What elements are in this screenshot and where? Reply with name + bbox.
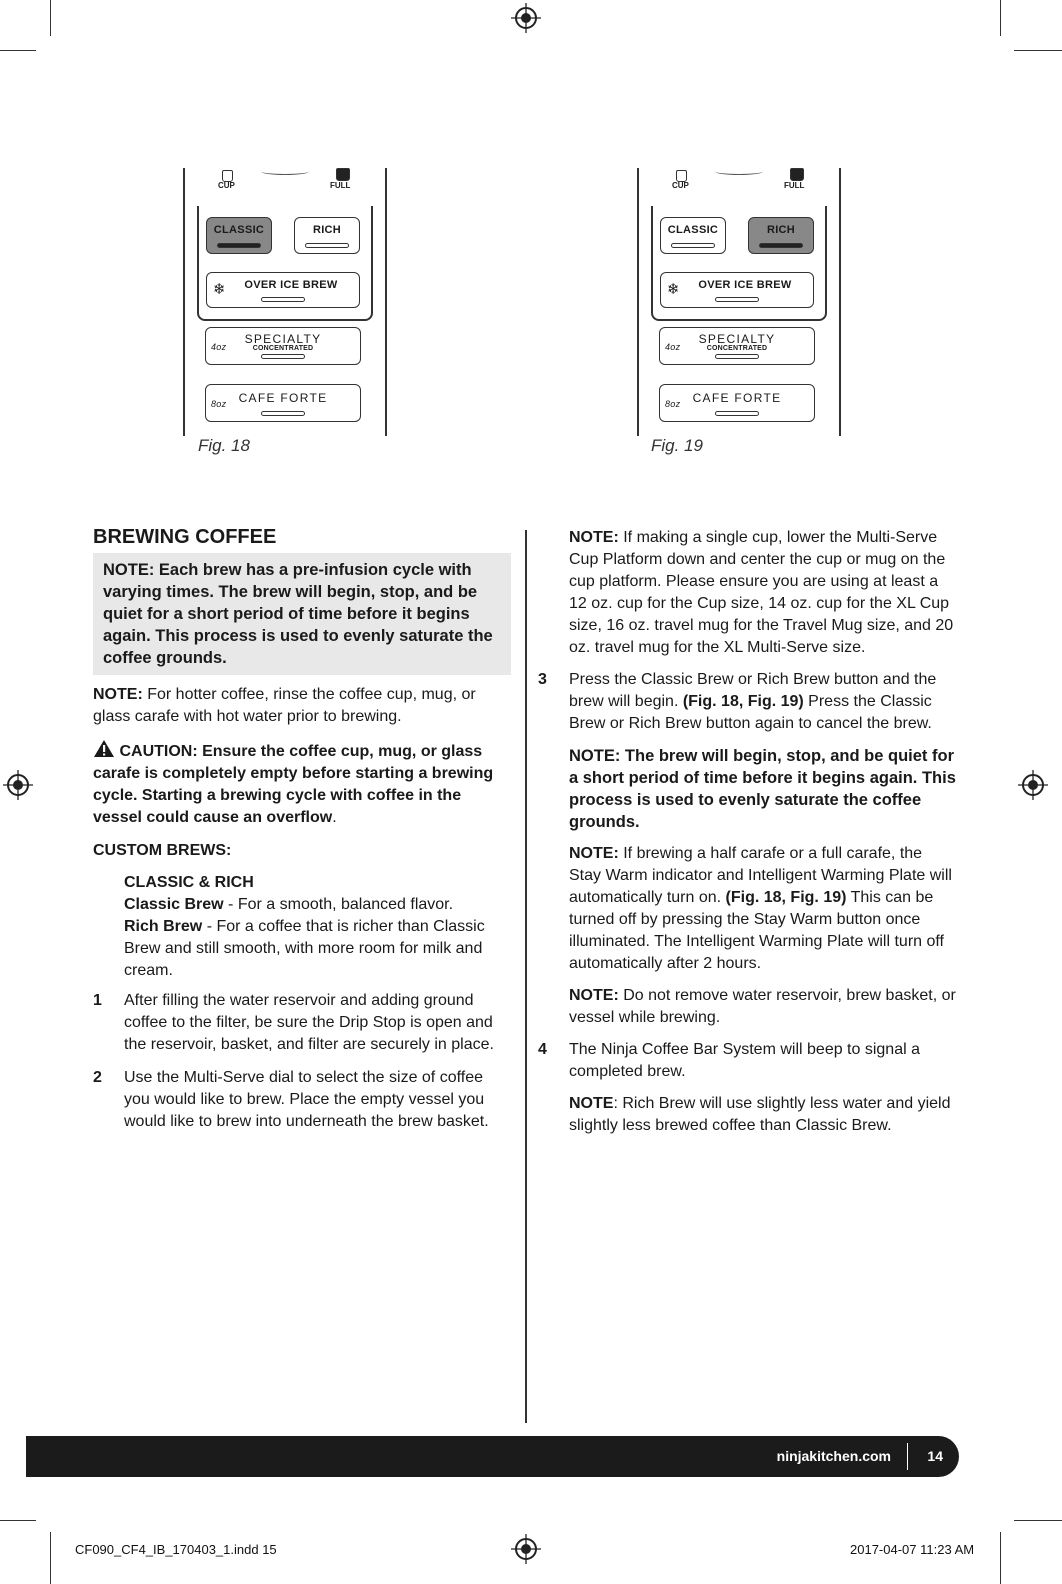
specialty-sub-label: CONCENTRATED: [252, 345, 314, 352]
hot-coffee-note: [93, 684, 511, 728]
cafe-forte-label: CAFE FORTE: [238, 391, 328, 405]
snowflake-icon: ❄: [667, 281, 680, 298]
note-label: NOTE:: [569, 987, 619, 1004]
note-text: If making a single cup, lower the Multi-Serve Cup Platform down and center the cup or mug on the cup platform. Please ensure you are using at least a 12 oz. cup for the Cup size, 14 oz. cup for the XL Cup size, 16 oz. travel mug for the Travel Mug size, and 20 oz. travel mug for the XL Multi-Serve size.: [569, 529, 954, 656]
rich-brew-text: - For a coffee that is richer than Classic Brew and still smooth, with more room for milk and cream.: [124, 918, 485, 979]
rich-button[interactable]: [748, 217, 814, 254]
step-2: [93, 1067, 511, 1133]
figure-18-caption: Fig. 18: [198, 436, 250, 455]
specialty-indicator-light: [715, 354, 759, 359]
rich-brew-note: [569, 1093, 957, 1137]
rich-brew-desc: [124, 916, 511, 982]
registration-mark-icon: [511, 1534, 541, 1564]
note-text-b: This can be turned off by pressing the Stay Warm button once illuminated. The Intelligent Warming Plate will turn off automatically after 2 hours.: [569, 889, 944, 972]
cafe-forte-button[interactable]: [205, 384, 361, 422]
step-text: Use the Multi-Serve dial to select the size of coffee you would like to brew. Place the empty vessel you would like to brew into underneath the brew basket.: [124, 1069, 489, 1130]
dial-arc: [715, 168, 763, 175]
warning-icon: [93, 739, 115, 758]
note-text: For hotter coffee, rinse the coffee cup, mug, or glass carafe with hot water prior to brewing.: [93, 686, 476, 725]
note-label: NOTE: [569, 1095, 614, 1112]
right-column: [538, 527, 957, 1137]
note-label: NOTE:: [569, 529, 619, 546]
classic-button[interactable]: [660, 217, 726, 254]
cup-label: CUP: [218, 181, 235, 190]
crop-mark: [0, 1520, 36, 1521]
figure-19-control-panel: [637, 168, 841, 436]
do-not-remove-note: [569, 985, 957, 1029]
step-number: 4: [538, 1041, 547, 1058]
rich-button[interactable]: [294, 217, 360, 254]
over-ice-button[interactable]: [660, 272, 814, 308]
classic-button[interactable]: [206, 217, 272, 254]
footer-band: [26, 1436, 959, 1477]
note-text: : Rich Brew will use slightly less water and yield slightly less brewed coffee than Classic Brew.: [569, 1095, 951, 1134]
over-ice-button[interactable]: [206, 272, 360, 308]
over-ice-indicator-light: [715, 297, 759, 302]
specialty-button[interactable]: [659, 327, 815, 365]
classic-rich-heading: CLASSIC & RICH: [124, 874, 254, 891]
step-text: [569, 669, 957, 735]
step-number: 1: [93, 992, 102, 1009]
classic-rich-block: [124, 872, 511, 982]
step-number: 3: [538, 671, 547, 688]
step-3-text-b: Press the Classic Brew or Rich Brew button again to cancel the brew.: [569, 693, 932, 732]
specialty-label: SPECIALTY: [698, 332, 776, 346]
registration-mark-icon: [511, 3, 541, 33]
crop-mark: [0, 50, 36, 51]
print-slug-date: 2017-04-07 11:23 AM: [850, 1542, 975, 1557]
step-1: [93, 990, 511, 1056]
note-label: NOTE:: [93, 686, 143, 703]
print-slug-file: CF090_CF4_IB_170403_1.indd 15: [75, 1542, 277, 1557]
cup-label: CUP: [672, 181, 689, 190]
note-text: Do not remove water reservoir, brew basket, or vessel while brewing.: [569, 987, 956, 1026]
rich-indicator-light: [759, 243, 803, 248]
page-number: 14: [927, 1448, 943, 1464]
cafe-forte-indicator-light: [715, 411, 759, 416]
full-label: FULL: [330, 181, 351, 190]
specialty-label: SPECIALTY: [244, 332, 322, 346]
footer-separator: [907, 1443, 909, 1470]
figure-reference: (Fig. 18, Fig. 19): [682, 693, 804, 710]
caution-end: .: [332, 809, 337, 826]
classic-button-label: CLASSIC: [667, 224, 719, 236]
rich-button-label: RICH: [312, 224, 342, 236]
pre-infusion-note-box: NOTE: Each brew has a pre-infusion cycle with varying times. The brew will begin, stop, and be quiet for a short period of time before it begins again. This process is used to evenly saturate the coffee grounds.: [93, 553, 511, 675]
figure-19-caption: Fig. 19: [651, 436, 703, 455]
specialty-oz-label: 4oz: [665, 342, 681, 352]
specialty-button[interactable]: [205, 327, 361, 365]
note-label: NOTE:: [569, 845, 619, 862]
step-text: After filling the water reservoir and adding ground coffee to the filter, be sure the Drip Stop is open and the reservoir, basket, and filter are securely in place.: [124, 992, 494, 1053]
left-column: [93, 526, 511, 1133]
caution-note: [93, 739, 511, 829]
custom-brews-heading: CUSTOM BREWS:: [93, 842, 232, 859]
crop-mark: [1000, 0, 1001, 36]
classic-indicator-light: [217, 243, 261, 248]
crop-mark: [1014, 50, 1062, 51]
full-label: FULL: [784, 181, 805, 190]
step-text: The Ninja Coffee Bar System will beep to signal a completed brew.: [569, 1041, 920, 1080]
snowflake-icon: ❄: [213, 281, 226, 298]
cafe-forte-indicator-light: [261, 411, 305, 416]
classic-button-label: CLASSIC: [213, 224, 265, 236]
figure-18-control-panel: [183, 168, 387, 436]
brew-cycle-note: NOTE: The brew will begin, stop, and be quiet for a short period of time before it begins again. This process is used to evenly saturate the coffee grounds.: [569, 747, 956, 831]
full-carafe-icon: [790, 168, 804, 181]
crop-mark: [50, 1532, 51, 1584]
dial-arc: [261, 168, 309, 175]
registration-mark-icon: [1018, 770, 1048, 800]
rich-button-label: RICH: [766, 224, 796, 236]
crop-mark: [1000, 1532, 1001, 1584]
caution-text: CAUTION: Ensure the coffee cup, mug, or glass carafe is completely empty before starting a brewing cycle. Starting a brewing cycle with coffee in the vessel could cause an overflow: [93, 743, 494, 826]
over-ice-indicator-light: [261, 297, 305, 302]
cafe-oz-label: 8oz: [665, 399, 681, 409]
rich-indicator-light: [305, 243, 349, 248]
specialty-indicator-light: [261, 354, 305, 359]
classic-brew-label: Classic Brew: [124, 896, 224, 913]
over-ice-label: OVER ICE BREW: [244, 279, 338, 291]
step-3-text-a: Press the Classic Brew or Rich Brew button and the brew will begin.: [569, 671, 937, 710]
registration-mark-icon: [3, 770, 33, 800]
step-number: 2: [93, 1069, 102, 1086]
column-divider: [525, 530, 527, 1423]
crop-mark: [1014, 1520, 1062, 1521]
cafe-forte-label: CAFE FORTE: [692, 391, 782, 405]
website-link[interactable]: ninjakitchen.com: [776, 1448, 891, 1464]
stay-warm-note: [569, 843, 957, 975]
specialty-sub-label: CONCENTRATED: [706, 345, 768, 352]
full-carafe-icon: [336, 168, 350, 181]
step-4: [538, 1039, 957, 1083]
cafe-forte-button[interactable]: [659, 384, 815, 422]
section-heading: BREWING COFFEE: [93, 526, 277, 548]
figure-reference: (Fig. 18, Fig. 19): [725, 889, 847, 906]
crop-mark: [50, 0, 51, 36]
classic-brew-desc: [124, 894, 511, 916]
rich-brew-label: Rich Brew: [124, 918, 203, 935]
over-ice-label: OVER ICE BREW: [698, 279, 792, 291]
specialty-oz-label: 4oz: [211, 342, 227, 352]
cafe-oz-label: 8oz: [211, 399, 227, 409]
classic-brew-text: - For a smooth, balanced flavor.: [223, 896, 454, 913]
note-text-a: If brewing a half carafe or a full carafe, the Stay Warm indicator and Intelligent Warming Plate will automatically turn on.: [569, 845, 952, 906]
classic-indicator-light: [671, 243, 715, 248]
step-3: [538, 669, 957, 735]
cup-size-note: [569, 527, 957, 659]
